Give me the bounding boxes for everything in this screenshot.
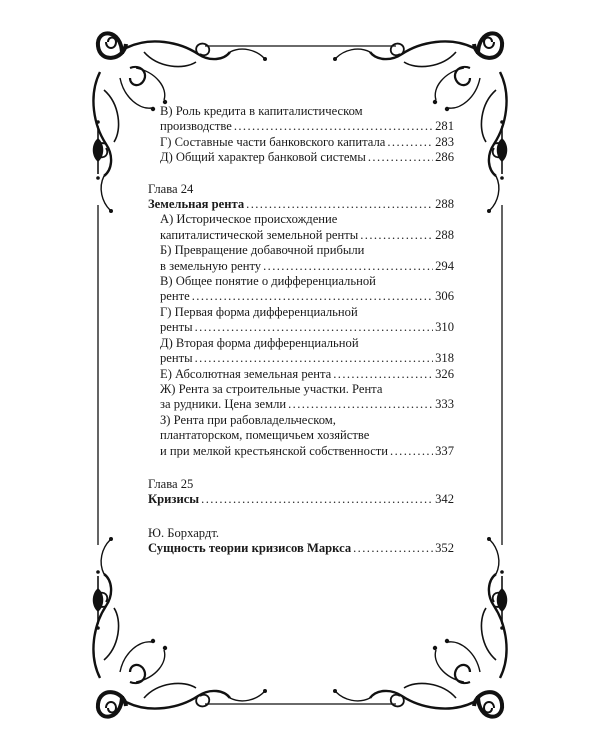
- toc-entry: [148, 135, 454, 150]
- toc-page-number: 318: [435, 351, 454, 366]
- chapter-label: Глава 25: [148, 476, 194, 491]
- side-ornament-right: [497, 120, 508, 180]
- toc-page-number: 333: [435, 397, 454, 412]
- toc-entry-title: производстве: [160, 119, 232, 134]
- toc-page-number: 294: [435, 258, 454, 273]
- toc-entry-title: в земельную ренту: [160, 258, 262, 273]
- dot-leader: [390, 444, 433, 459]
- chapter-entry: [148, 492, 454, 507]
- toc-entry-title: за рудники. Цена земли: [160, 397, 287, 412]
- toc-entry: [148, 119, 454, 134]
- corner-ornament-bottom-right: [333, 537, 507, 717]
- chapter-entry: [148, 197, 454, 212]
- toc-entry: [148, 228, 454, 243]
- chapter-label: Глава 24: [148, 181, 194, 196]
- appendix-author: Ю. Борхардт.: [148, 525, 220, 540]
- corner-ornament-bottom-left: [93, 537, 267, 717]
- toc-line: плантаторском, помещичьем хозяйстве: [160, 428, 370, 443]
- toc-page-number: 306: [435, 289, 454, 304]
- dot-leader: [353, 541, 433, 556]
- dot-leader: [201, 492, 433, 507]
- toc-entry: [148, 259, 454, 274]
- dot-leader: [288, 397, 433, 412]
- toc-line: Ж) Рента за строительные участки. Рента: [160, 381, 383, 396]
- toc-entry-title: Д) Общий характер банковой системы: [160, 150, 366, 165]
- dot-leader: [360, 228, 433, 243]
- dot-leader: [263, 259, 433, 274]
- toc-line: В) Общее понятие о дифференциальной: [160, 274, 376, 289]
- dot-leader: [246, 197, 433, 212]
- toc-line: А) Историческое происхождение: [160, 212, 338, 227]
- appendix-title: Сущность теории кризисов Маркса: [148, 541, 352, 556]
- dot-leader: [387, 135, 433, 150]
- toc-entry-title: ренте: [160, 289, 190, 304]
- dot-leader: [195, 351, 434, 366]
- toc-line: З) Рента при рабовладельческом,: [160, 412, 336, 427]
- toc-page-number: 283: [435, 134, 454, 149]
- toc-entry-title: капиталистической земельной ренты: [160, 227, 359, 242]
- toc-page-number: 352: [435, 541, 454, 556]
- dot-leader: [368, 150, 433, 165]
- side-ornament-left-bottom: [93, 570, 104, 630]
- table-of-contents: [148, 104, 454, 557]
- toc-entry: [148, 351, 454, 366]
- toc-line: Г) Первая форма дифференциальной: [160, 304, 358, 319]
- toc-line: В) Роль кредита в капиталистическом: [160, 104, 363, 118]
- appendix-entry: [148, 541, 454, 556]
- toc-page-number: 310: [435, 320, 454, 335]
- toc-line: Б) Превращение добавочной прибыли: [160, 243, 365, 258]
- chapter-title: Земельная рента: [148, 197, 245, 212]
- chapter-title: Кризисы: [148, 492, 200, 507]
- toc-page-number: 288: [435, 197, 454, 212]
- toc-entry: [148, 320, 454, 335]
- toc-entry-title: Г) Составные части банковского капитала: [160, 134, 386, 149]
- toc-entry: [148, 367, 454, 382]
- side-ornament-left: [93, 120, 104, 180]
- toc-entry: [148, 150, 454, 165]
- toc-entry: [148, 289, 454, 304]
- toc-page-number: 326: [435, 366, 454, 381]
- dot-leader: [333, 367, 433, 382]
- toc-entry: [148, 444, 454, 459]
- dot-leader: [195, 320, 434, 335]
- toc-page-number: 288: [435, 227, 454, 242]
- toc-page-number: 337: [435, 443, 454, 458]
- toc-entry: [148, 397, 454, 412]
- side-ornament-right-bottom: [497, 570, 508, 630]
- toc-entry-title: ренты: [160, 320, 193, 335]
- toc-line: Д) Вторая форма дифференциальной: [160, 335, 359, 350]
- toc-entry-title: ренты: [160, 351, 193, 366]
- dot-leader: [234, 119, 433, 134]
- toc-entry-title: Е) Абсолютная земельная рента: [160, 366, 332, 381]
- dot-leader: [192, 289, 433, 304]
- toc-page-number: 342: [435, 492, 454, 507]
- toc-page-number: 281: [435, 119, 454, 134]
- toc-entry-title: и при мелкой крестьянской собственности: [160, 443, 389, 458]
- toc-page-number: 286: [435, 150, 454, 165]
